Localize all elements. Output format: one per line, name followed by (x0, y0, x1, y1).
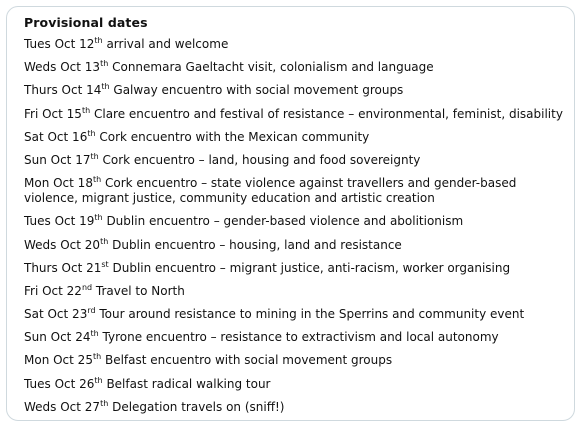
date-suffix: st (101, 259, 109, 269)
schedule-description: Delegation travels on (sniff!) (108, 399, 285, 414)
schedule-description: Dublin encuentro – migrant justice, anti-racism, worker organising (108, 260, 511, 275)
schedule-item (24, 153, 570, 168)
schedule-date: Tues Oct 19 (24, 214, 95, 229)
schedule-item (24, 60, 570, 75)
schedule-date: Tues Oct 12 (24, 37, 95, 51)
schedule-item (24, 377, 570, 392)
schedule-item (24, 176, 570, 206)
date-suffix: th (90, 329, 99, 339)
date-suffix: th (90, 151, 99, 161)
schedule-date: Thurs Oct 14 (24, 83, 102, 98)
schedule-description: Dublin encuentro – housing, land and resistance (108, 237, 402, 252)
date-suffix: nd (81, 282, 93, 292)
schedule-description: Belfast encuentro with social movement groups (101, 353, 393, 368)
date-suffix: th (87, 128, 96, 138)
schedule-date: Sat Oct 16 (24, 129, 88, 144)
schedule-description: Belfast radical walking tour (102, 376, 271, 391)
schedule-date: Mon Oct 18 (24, 176, 93, 191)
schedule-item (24, 284, 570, 299)
schedule-item (24, 214, 570, 229)
schedule-description: Connemara Gaeltacht visit, colonialism and language (108, 60, 434, 75)
date-suffix: th (100, 59, 109, 69)
date-suffix: th (94, 375, 103, 385)
schedule-description: Tour around resistance to mining in the Sperrins and community event (95, 307, 525, 322)
schedule-date: Weds Oct 20 (24, 237, 101, 252)
schedule-description: Galway encuentro with social movement groups (109, 83, 404, 98)
schedule-description: Travel to North (92, 283, 185, 298)
schedule-card (6, 6, 575, 421)
schedule-description: Cork encuentro – state violence against travellers and gender-based violence, migrant justice, community education and artistic creation (24, 176, 517, 206)
date-suffix: th (92, 352, 102, 362)
date-suffix: th (101, 82, 110, 92)
schedule-date: Sat Oct 23 (24, 307, 88, 322)
schedule-description: Cork encuentro with the Mexican community (95, 129, 370, 144)
schedule-item (24, 130, 570, 145)
schedule-item (24, 83, 570, 98)
date-suffix: th (92, 175, 102, 185)
date-suffix: th (100, 398, 109, 408)
schedule-date: Mon Oct 25 (24, 353, 93, 368)
schedule-description: Clare encuentro and festival of resistance – environmental, feminist, disability (90, 106, 563, 121)
schedule-date: Weds Oct 13 (24, 60, 101, 75)
schedule-description: Tyrone encuentro – resistance to extractivism and local autonomy (98, 330, 499, 345)
schedule-heading: Provisional dates (24, 15, 148, 30)
schedule-list (24, 37, 570, 421)
date-suffix: rd (87, 306, 96, 316)
schedule-date: Weds Oct 27 (24, 399, 101, 414)
schedule-date: Thurs Oct 21 (24, 260, 102, 275)
schedule-date: Sun Oct 24 (24, 330, 91, 345)
schedule-description: Dublin encuentro – gender-based violence and abolitionism (102, 214, 464, 229)
date-suffix: th (81, 105, 91, 115)
schedule-item (24, 307, 570, 322)
schedule-item (24, 400, 570, 415)
date-suffix: th (100, 236, 109, 246)
schedule-item (24, 107, 570, 122)
schedule-item (24, 37, 570, 52)
schedule-date: Fri Oct 22 (24, 283, 82, 298)
schedule-description: Cork encuentro – land, housing and food sovereignty (98, 152, 421, 167)
schedule-item (24, 261, 570, 276)
date-suffix: th (94, 36, 103, 45)
schedule-description: arrival and welcome (102, 37, 229, 51)
schedule-date: Tues Oct 26 (24, 376, 95, 391)
schedule-date: Sun Oct 17 (24, 152, 91, 167)
schedule-item (24, 353, 570, 368)
schedule-item (24, 330, 570, 345)
schedule-item (24, 238, 570, 253)
schedule-date: Fri Oct 15 (24, 106, 82, 121)
date-suffix: th (94, 213, 103, 223)
